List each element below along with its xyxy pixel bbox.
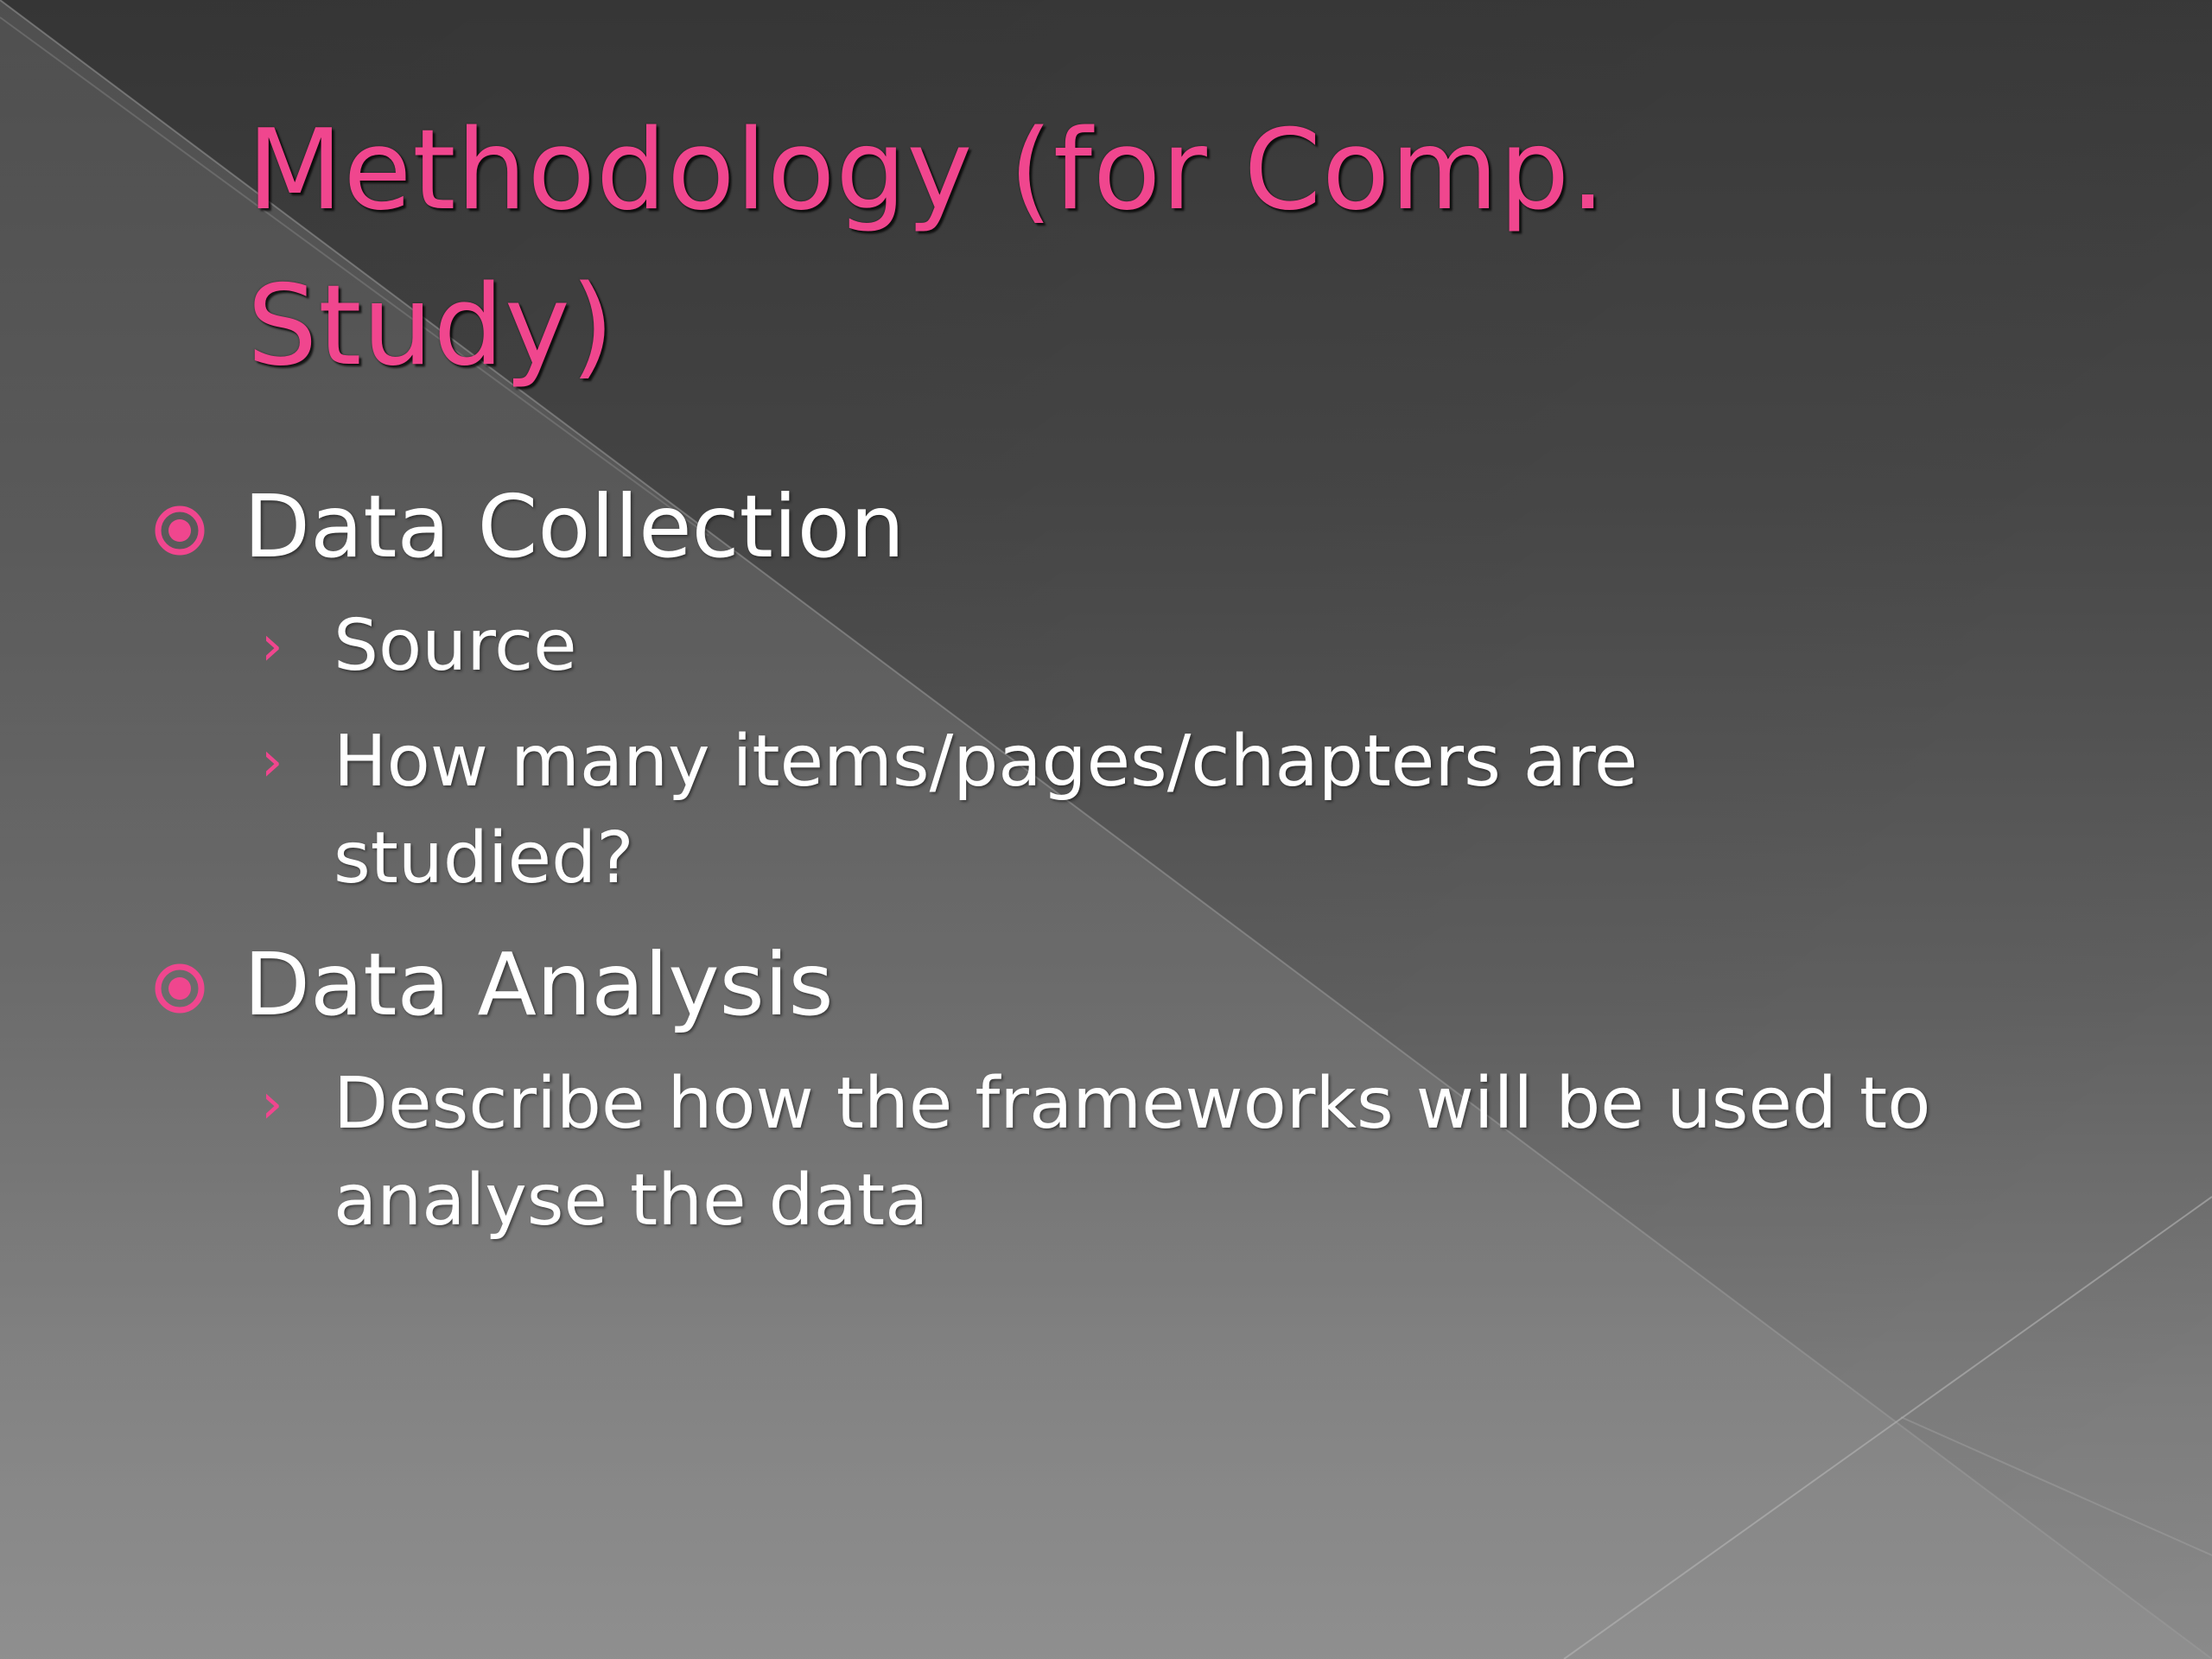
sub-bullet-text: Describe how the frameworks will be used to analyse the data [334, 1063, 1931, 1242]
sub-bullet-text: How many items/pages/chapters are studied? [334, 721, 1638, 899]
bullet-text: Data Collection [244, 476, 906, 577]
chevron-right-icon: › [261, 1072, 283, 1136]
target-bullet-icon [152, 503, 207, 558]
bullet-text: Data Analysis [244, 934, 834, 1035]
chevron-right-icon: › [261, 730, 283, 794]
chevron-right-icon: › [261, 614, 283, 678]
target-bullet-icon [152, 961, 207, 1016]
sub-bullet-text: Source [334, 605, 577, 687]
slide-title: Methodology (for Comp. Study) [247, 106, 1606, 391]
